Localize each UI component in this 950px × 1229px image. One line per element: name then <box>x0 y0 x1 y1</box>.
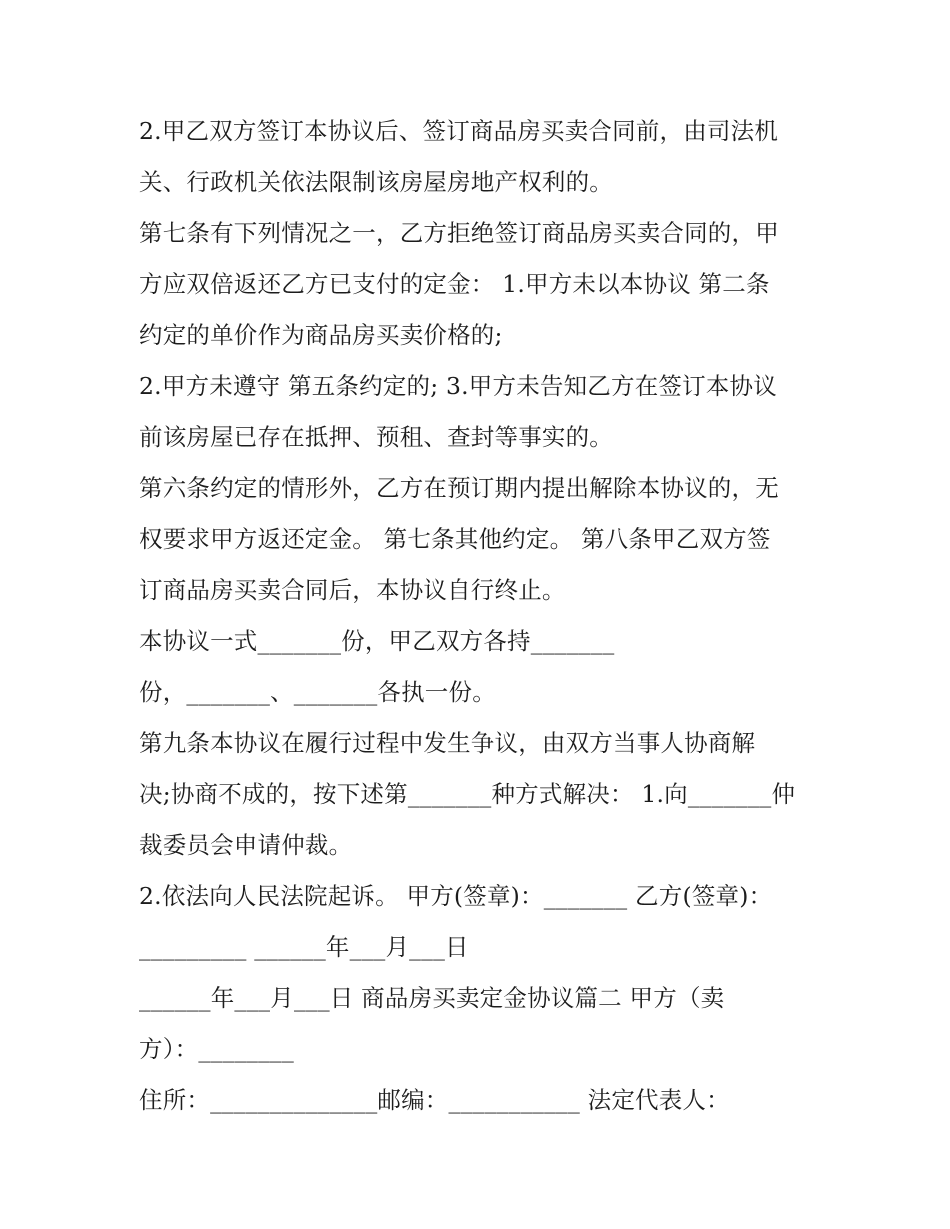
text-line: 方应双倍返还乙方已支付的定金： 1.甲方未以本协议 第二条 <box>139 270 770 298</box>
text-line: 方）：________ <box>139 1035 294 1063</box>
text-line: 决;协商不成的，按下述第_______种方式解决： 1.向_______仲 <box>139 780 796 808</box>
text-line: 本协议一式_______份，甲乙双方各持_______ <box>139 627 615 655</box>
text-line: 住所：______________邮编：___________ 法定代表人： <box>139 1086 730 1114</box>
text-line: 第九条本协议在履行过程中发生争议，由双方当事人协商解 <box>139 729 756 757</box>
text-line: ______年___月___日 商品房买卖定金协议篇二 甲方（卖 <box>139 984 725 1012</box>
text-line: 权要求甲方返还定金。 第七条其他约定。 第八条甲乙双方签 <box>139 525 771 553</box>
text-line: _________ ______年___月___日 <box>139 933 469 961</box>
text-line: 2.依法向人民法院起诉。 甲方(签章)：_______ 乙方(签章)： <box>139 882 773 910</box>
text-line: 第七条有下列情况之一，乙方拒绝签订商品房买卖合同的，甲 <box>139 219 779 247</box>
text-line: 订商品房买卖合同后，本协议自行终止。 <box>139 576 566 604</box>
text-line: 第六条约定的情形外，乙方在预订期内提出解除本协议的，无 <box>139 474 779 502</box>
text-line: 前该房屋已存在抵押、预租、查封等事实的。 <box>139 423 613 451</box>
text-line: 裁委员会申请仲裁。 <box>139 831 353 859</box>
text-line: 关、行政机关依法限制该房屋房地产权利的。 <box>139 168 613 196</box>
text-line: 2.甲乙双方签订本协议后、签订商品房买卖合同前，由司法机 <box>139 117 779 145</box>
text-line: 份，_______、_______各执一份。 <box>139 678 496 706</box>
document-body <box>139 106 829 1126</box>
text-line: 约定的单价作为商品房买卖价格的; <box>139 321 503 349</box>
text-line: 2.甲方未遵守 第五条约定的; 3.甲方未告知乙方在签订本协议 <box>139 372 777 400</box>
